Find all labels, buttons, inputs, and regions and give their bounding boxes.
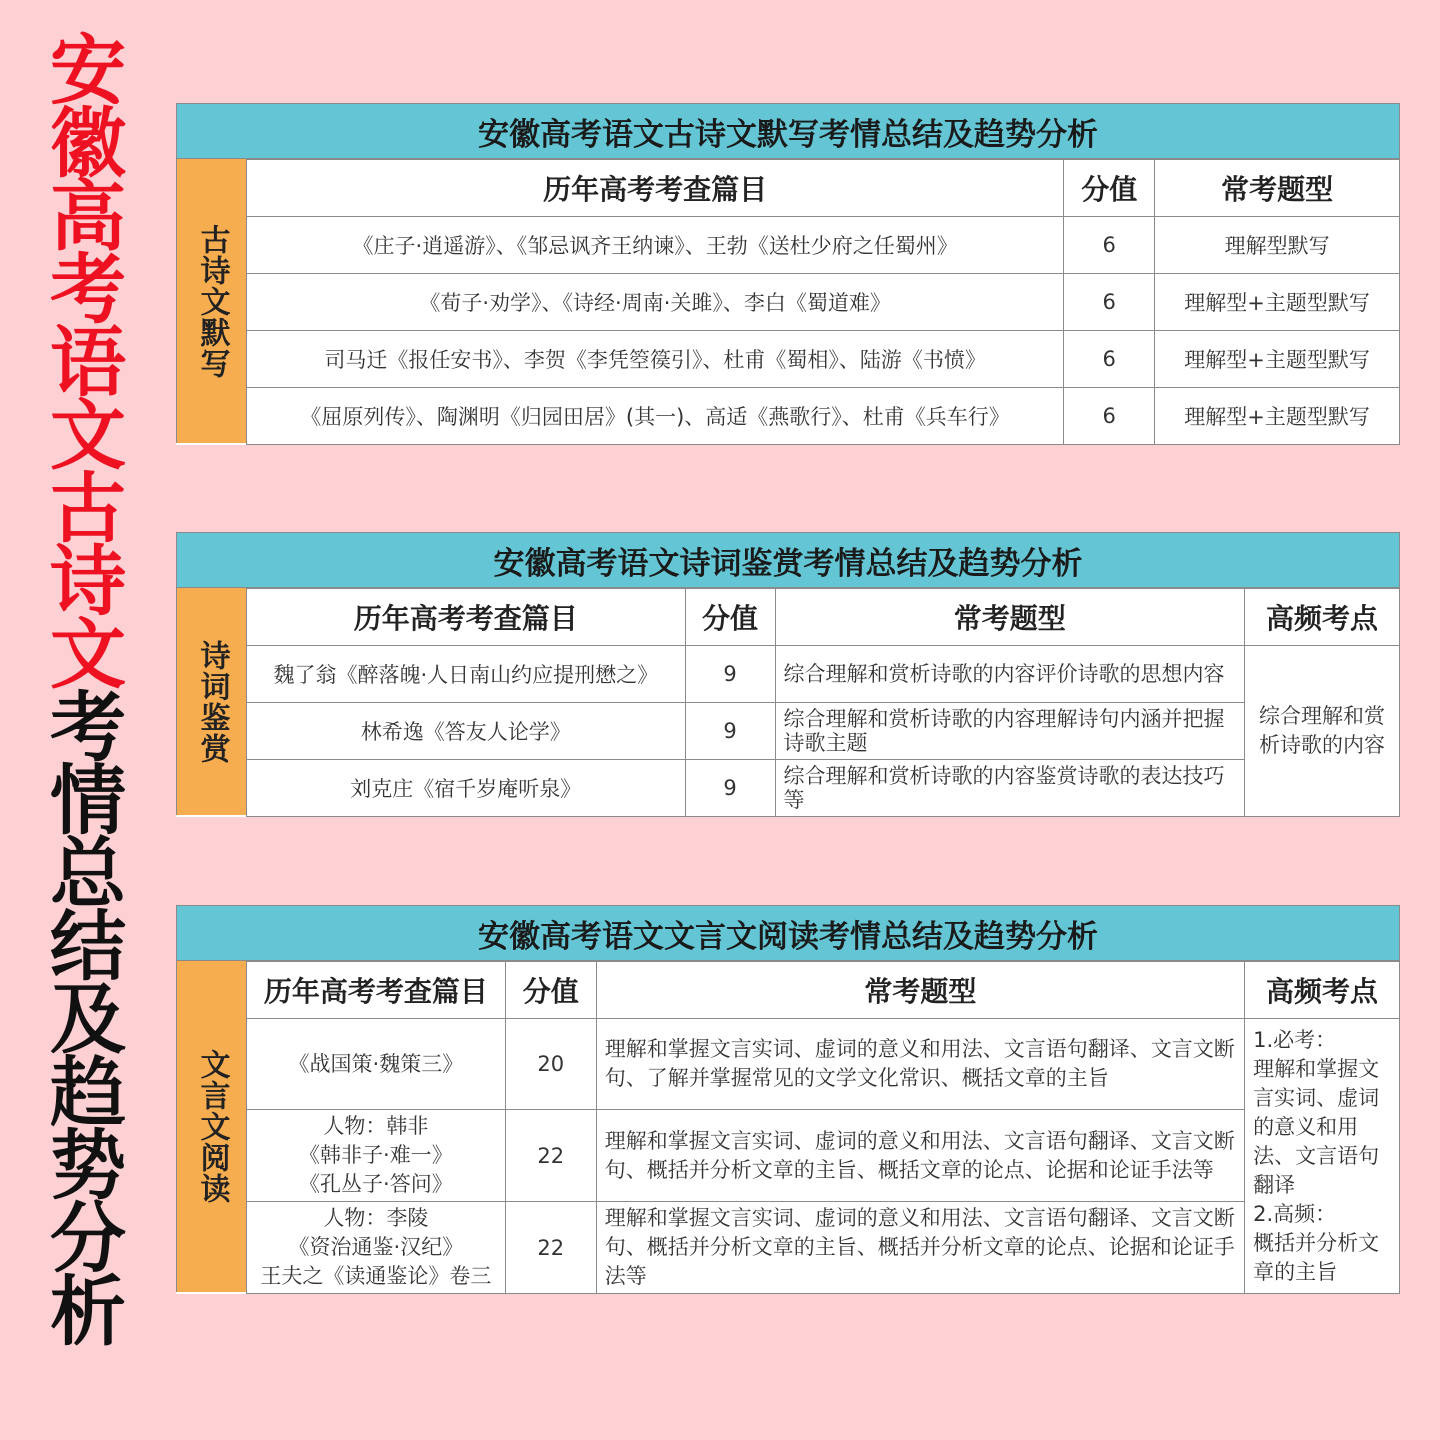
works-cell: 《庄子·逍遥游》、《邹忌讽齐王纳谏》、王勃《送杜少府之任蜀州》 — [247, 217, 1064, 274]
classical-reading-table — [176, 905, 1400, 1294]
title-char: 情 — [50, 756, 126, 845]
side-label — [176, 588, 246, 815]
table-title: 安徽高考语文文言文阅读考情总结及趋势分析 — [176, 905, 1400, 961]
type-cell: 理解型+主题型默写 — [1155, 388, 1400, 445]
column-header: 分值 — [505, 962, 596, 1019]
table-row — [247, 760, 1400, 817]
title-char: 趋 — [50, 1048, 126, 1137]
table-title: 安徽高考语文诗词鉴赏考情总结及趋势分析 — [176, 532, 1400, 588]
score-cell: 9 — [685, 703, 775, 760]
column-header: 历年高考考查篇目 — [247, 589, 686, 646]
frequent-point-cell — [1245, 1019, 1400, 1294]
title-char: 析 — [50, 1267, 126, 1356]
type-cell: 理解型+主题型默写 — [1155, 274, 1400, 331]
data-table — [246, 961, 1400, 1294]
frequent-line: 2.高频： — [1253, 1201, 1337, 1226]
works-cell: 魏了翁《醉落魄·人日南山约应提刑懋之》 — [247, 646, 686, 703]
works-cell: 司马迁《报任安书》、李贺《李凭箜篌引》、杜甫《蜀相》、陆游《书愤》 — [247, 331, 1064, 388]
title-char: 考 — [50, 245, 126, 334]
type-cell: 理解型默写 — [1155, 217, 1400, 274]
title-char: 势 — [50, 1121, 126, 1210]
side-label-text: 诗词鉴赏 — [194, 639, 230, 764]
side-label-text: 文言文阅读 — [194, 1049, 230, 1204]
works-line: 王夫之《读通鉴论》卷三 — [260, 1264, 492, 1288]
title-black-part — [50, 683, 126, 1356]
recitation-table — [176, 103, 1400, 445]
column-header: 高频考点 — [1245, 962, 1400, 1019]
type-cell: 理解和掌握文言实词、虚词的意义和用法、文言语句翻译、文言文断句、概括并分析文章的主旨、概括并分析文章的论点、论据和论证手法等 — [596, 1202, 1244, 1294]
title-char: 考 — [50, 683, 126, 772]
title-char: 徽 — [50, 99, 126, 188]
works-cell — [247, 1110, 506, 1202]
type-cell: 理解和掌握文言实词、虚词的意义和用法、文言语句翻译、文言文断句、了解并掌握常见的文学文化常识、概括文章的主旨 — [596, 1019, 1244, 1110]
table-row — [247, 331, 1400, 388]
title-char: 文 — [50, 391, 126, 480]
table-row — [247, 217, 1400, 274]
column-header: 高频考点 — [1245, 589, 1400, 646]
title-char: 结 — [50, 902, 126, 991]
table-row — [247, 646, 1400, 703]
data-table — [246, 588, 1400, 817]
type-cell: 理解型+主题型默写 — [1155, 331, 1400, 388]
frequent-line: 1.必考： — [1253, 1027, 1337, 1052]
score-cell: 6 — [1064, 388, 1155, 445]
works-cell: 林希逸《答友人论学》 — [247, 703, 686, 760]
title-red-part — [50, 26, 126, 699]
works-cell — [247, 1019, 506, 1110]
table-row — [247, 388, 1400, 445]
table-row — [247, 1110, 1400, 1202]
works-line: 人物：李陵 — [323, 1206, 429, 1230]
column-header: 常考题型 — [775, 589, 1245, 646]
works-cell — [247, 1202, 506, 1294]
score-cell: 22 — [505, 1110, 596, 1202]
data-table — [246, 159, 1400, 445]
side-label — [176, 159, 246, 443]
works-line: 《战国策·魏策三》 — [288, 1051, 464, 1076]
score-cell: 9 — [685, 646, 775, 703]
table-row — [247, 1202, 1400, 1294]
frequent-line: 概括并分析文章的主旨 — [1253, 1230, 1380, 1284]
table-row — [247, 1019, 1400, 1110]
column-header: 分值 — [685, 589, 775, 646]
title-char: 安 — [50, 26, 126, 115]
score-cell: 9 — [685, 760, 775, 817]
score-cell: 6 — [1064, 217, 1155, 274]
side-label-text: 古诗文默写 — [194, 223, 230, 379]
vertical-page-title — [40, 26, 136, 1356]
type-cell: 综合理解和赏析诗歌的内容鉴赏诗歌的表达技巧等 — [775, 760, 1245, 817]
works-line: 《资治通鉴·汉纪》 — [288, 1235, 464, 1259]
works-line: 《孔丛子·答问》 — [299, 1172, 453, 1196]
poetry-appreciation-table — [176, 532, 1400, 817]
works-line: 人物：韩非 — [323, 1114, 429, 1138]
score-cell: 6 — [1064, 274, 1155, 331]
column-header: 常考题型 — [1155, 160, 1400, 217]
title-char: 及 — [50, 975, 126, 1064]
score-cell: 22 — [505, 1202, 596, 1294]
title-char: 语 — [50, 318, 126, 407]
score-cell: 6 — [1064, 331, 1155, 388]
table-row — [247, 274, 1400, 331]
frequent-point-cell: 综合理解和赏析诗歌的内容 — [1245, 646, 1400, 817]
column-header: 历年高考考查篇目 — [247, 160, 1064, 217]
column-header: 常考题型 — [596, 962, 1244, 1019]
side-label — [176, 961, 246, 1292]
score-cell: 20 — [505, 1019, 596, 1110]
column-header: 分值 — [1064, 160, 1155, 217]
title-char: 文 — [50, 610, 126, 699]
type-cell: 理解和掌握文言实词、虚词的意义和用法、文言语句翻译、文言文断句、概括并分析文章的主旨、概括文章的论点、论据和论证手法等 — [596, 1110, 1244, 1202]
table-title: 安徽高考语文古诗文默写考情总结及趋势分析 — [176, 103, 1400, 159]
works-cell: 刘克庄《宿千岁庵听泉》 — [247, 760, 686, 817]
works-cell: 《屈原列传》、陶渊明《归园田居》(其一)、高适《燕歌行》、杜甫《兵车行》 — [247, 388, 1064, 445]
type-cell: 综合理解和赏析诗歌的内容理解诗句内涵并把握诗歌主题 — [775, 703, 1245, 760]
title-char: 高 — [50, 172, 126, 261]
works-cell: 《荀子·劝学》、《诗经·周南·关雎》、李白《蜀道难》 — [247, 274, 1064, 331]
type-cell: 综合理解和赏析诗歌的内容评价诗歌的思想内容 — [775, 646, 1245, 703]
frequent-line: 理解和掌握文言实词、虚词的意义和用法、文言语句翻译 — [1253, 1056, 1380, 1197]
title-char: 诗 — [50, 537, 126, 626]
table-row — [247, 703, 1400, 760]
title-char: 古 — [50, 464, 126, 553]
title-char: 总 — [50, 829, 126, 918]
title-char: 分 — [50, 1194, 126, 1283]
works-line: 《韩非子·难一》 — [299, 1143, 453, 1167]
column-header: 历年高考考查篇目 — [247, 962, 506, 1019]
